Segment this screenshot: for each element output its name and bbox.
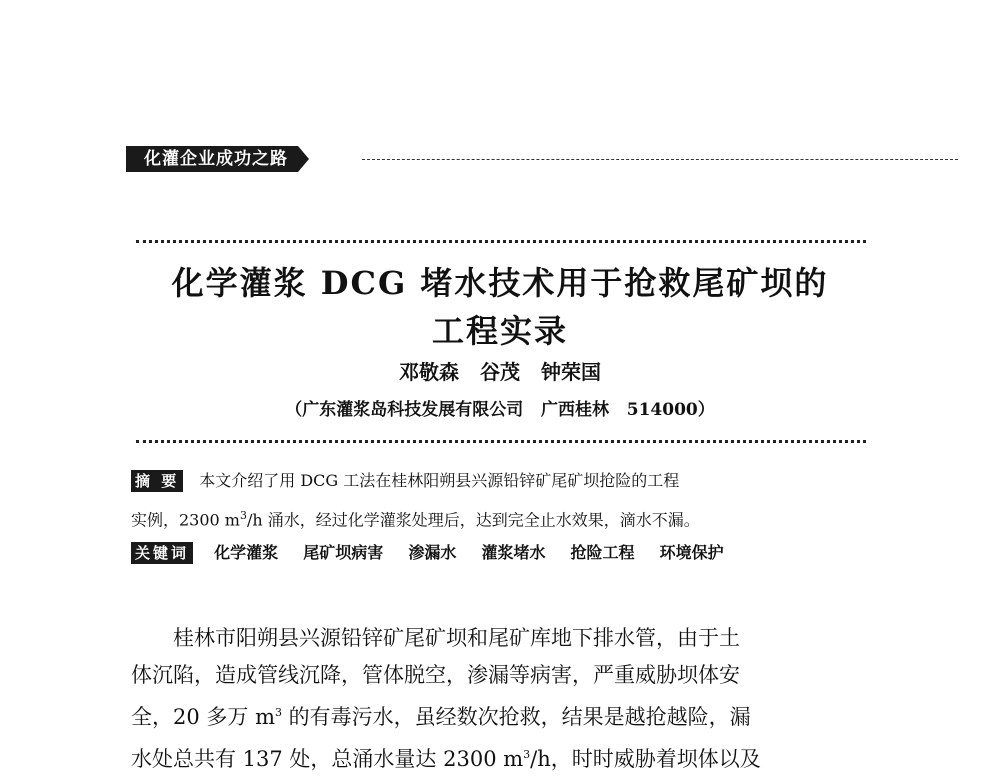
body-paragraph bbox=[131, 620, 871, 778]
abstract-text-2b: /h 涌水，经过化学灌浆处理后，达到完全止水效果，滴水不漏。 bbox=[246, 510, 700, 530]
paper-title-line-1: 化学灌浆 DCG 堵水技术用于抢救尾矿坝的 bbox=[171, 264, 829, 302]
paper-title-line-2: 工程实录 bbox=[431, 312, 568, 350]
abstract-label: 摘 要 bbox=[131, 470, 183, 492]
body-line-1: 桂林市阳朔县兴源铅锌矿尾矿坝和尾矿库地下排水管，由于土 bbox=[173, 626, 740, 650]
section-banner bbox=[126, 146, 309, 172]
body-line-4b: /h，时时威胁着坝体以及 bbox=[530, 747, 761, 771]
keyword-item: 化学灌浆 bbox=[214, 543, 279, 562]
abstract-line-1 bbox=[131, 463, 871, 498]
keyword-item: 环境保护 bbox=[659, 543, 724, 562]
abstract-text-1: 本文介绍了用 DCG 工法在桂林阳朔县兴源铅锌矿尾矿坝抢险的工程 bbox=[199, 471, 680, 490]
dotted-divider-bottom bbox=[136, 440, 866, 443]
keywords bbox=[131, 540, 871, 564]
keyword-item: 抢险工程 bbox=[570, 543, 635, 562]
keyword-item: 灌浆堵水 bbox=[481, 543, 546, 562]
body-line-3b: 的有毒污水，虽经数次抢救，结果是越抢越险，漏 bbox=[282, 705, 751, 729]
keyword-item: 渗漏水 bbox=[408, 543, 457, 562]
abstract-line-2 bbox=[131, 498, 871, 537]
keywords-label: 关键词 bbox=[131, 542, 193, 564]
header-rule bbox=[362, 159, 958, 160]
body-line-4a: 水处总共有 137 处，总涌水量达 2300 m bbox=[131, 747, 524, 771]
body-superscript-1: 3 bbox=[275, 706, 282, 719]
body-line-2: 体沉陷，造成管线沉降，管体脱空，渗漏等病害，严重威胁坝体安 bbox=[131, 663, 740, 687]
abstract-superscript: 3 bbox=[239, 509, 247, 522]
authors: 邓敬森 谷茂 钟荣国 bbox=[399, 360, 601, 384]
dotted-divider-top bbox=[136, 240, 866, 243]
keyword-item: 尾矿坝病害 bbox=[303, 543, 384, 562]
body-line-3a: 全，20 多万 m bbox=[131, 705, 275, 729]
abstract bbox=[131, 463, 871, 537]
section-label: 化灌企业成功之路 bbox=[126, 146, 298, 172]
banner-arrow bbox=[298, 146, 309, 172]
body-text bbox=[131, 620, 871, 778]
abstract-text-2a: 实例，2300 m bbox=[131, 510, 240, 530]
affiliation: （广东灌浆岛科技发展有限公司 广西桂林 514000） bbox=[285, 400, 715, 420]
body-superscript-2: 3 bbox=[523, 748, 531, 761]
